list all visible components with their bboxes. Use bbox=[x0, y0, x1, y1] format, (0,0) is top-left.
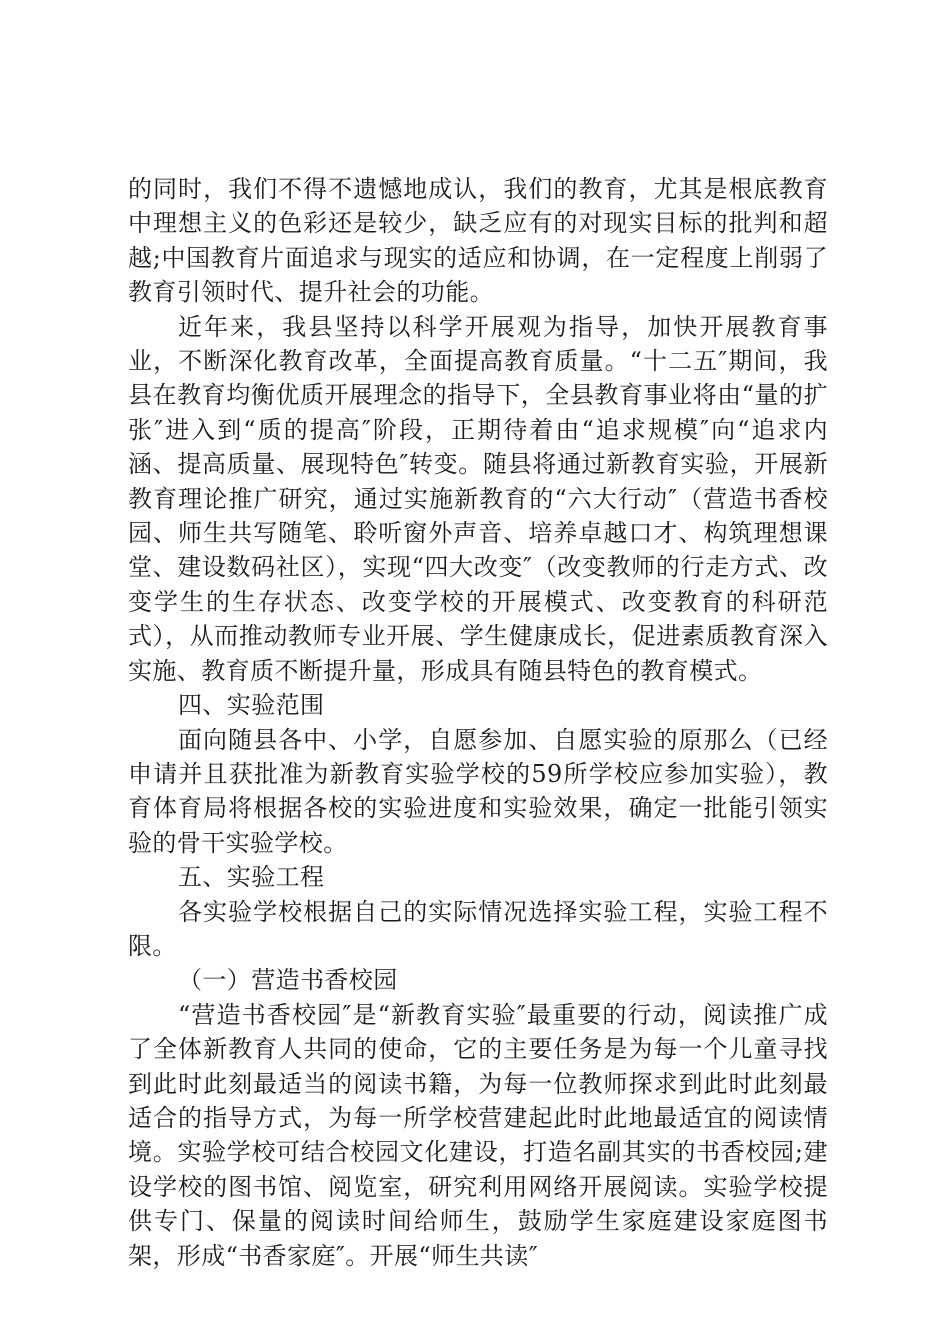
paragraph-scholarly-campus: “营造书香校园″是“新教育实验″最重要的行动，阅读推广成了全体新教育人共同的使命，它的主要任务是为每一个儿童寻找到此时此刻最适当的阅读书籍，为每一位教师探求到此时此刻最适合的指导方式，为每一所学校营建起此时此地最适宜的阅读情境。实验学校可结合校园文化建设，打造名副其实的书香校园;建设学校的图书馆、阅览室，研究利用网络开展阅读。实验学校提供专门、保量的阅读时间给师生，鼓励学生家庭建设家庭图书架，形成“书香家庭″。开展“师生共读″ bbox=[128, 1000, 828, 1270]
paragraph-experiment-projects: 各实验学校根据自己的实际情况选择实验工程，实验工程不限。 bbox=[128, 897, 828, 960]
document-body bbox=[128, 172, 828, 1273]
heading-experiment-projects: 五、实验工程 bbox=[178, 863, 325, 892]
heading-experiment-scope: 四、实验范围 bbox=[178, 691, 325, 720]
paragraph-continuation: 的同时，我们不得不遗憾地成认，我们的教育，尤其是根底教育中理想主义的色彩还是较少，缺乏应有的对现实目标的批判和超越;中国教育片面追求与现实的适应和协调，在一定程度上削弱了教育引领时代、提升社会的功能。 bbox=[128, 175, 828, 307]
heading-scholarly-campus: （一）营造书香校园 bbox=[178, 966, 398, 995]
paragraph-recent-years: 近年来，我县坚持以科学开展观为指导，加快开展教育事业，不断深化教育改革，全面提高教育质量。“十二五″期间，我县在教育均衡优质开展理念的指导下，全县教育事业将由“量的扩张″进入到“质的提高″阶段，正期待着由“追求规模″向“追求内涵、提高质量、展现特色″转变。随县将通过新教育实验，开展新教育理论推广研究，通过实施新教育的“六大行动″（营造书香校园、师生共写随笔、聆听窗外声音、培养卓越口才、构筑理想课堂、建设数码社区），实现“四大改变″（改变教师的行走方式、改变学生的生存状态、改变学校的开展模式、改变教育的科研范式），从而推动教师专业开展、学生健康成长，促进素质教育深入实施、教育质不断提升量，形成具有随县特色的教育模式。 bbox=[128, 312, 828, 685]
paragraph-experiment-scope: 面向随县各中、小学，自愿参加、自愿实验的原那么（已经申请并且获批准为新教育实验学校的59所学校应参加实验），教育体育局将根据各校的实验进度和实验效果，确定一批能引领实验的骨干实验学校。 bbox=[128, 725, 828, 857]
